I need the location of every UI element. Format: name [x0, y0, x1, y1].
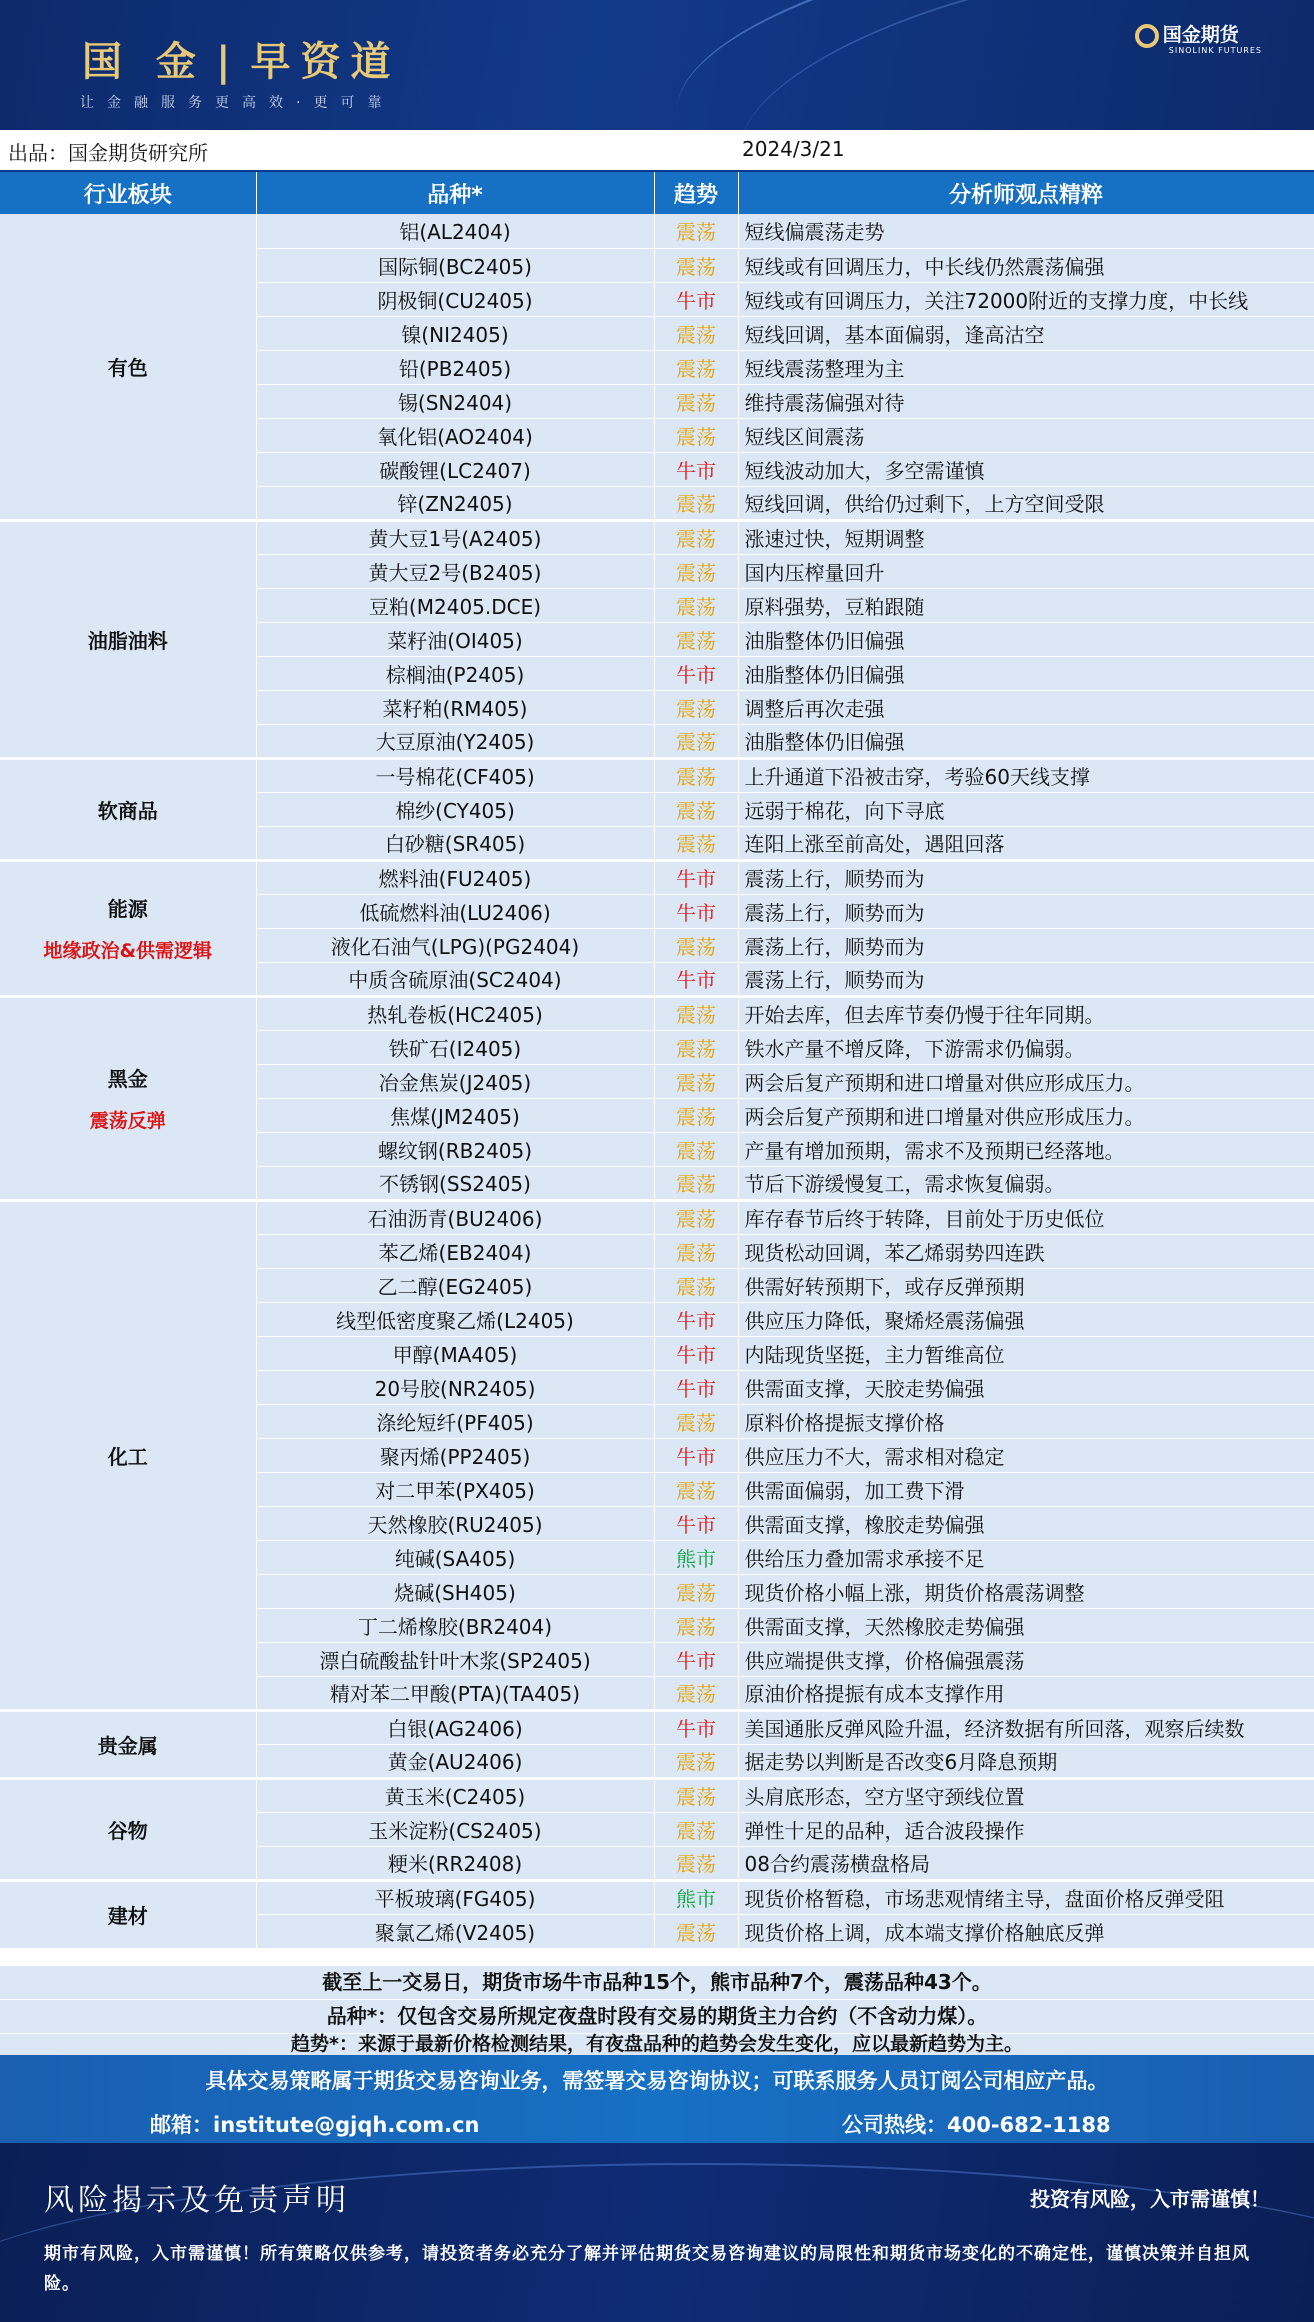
analyst-view-cell: 连阳上涨至前高处，遇阻回落 [738, 826, 1314, 860]
strategy-table [0, 172, 1314, 1949]
sector-note: 震荡反弹 [89, 1110, 166, 1132]
column-header: 趋势 [654, 172, 738, 214]
analyst-view-cell: 供需面偏弱，加工费下滑 [738, 1472, 1314, 1506]
sector-cell [0, 1880, 256, 1948]
trend-cell: 震荡 [654, 1200, 738, 1234]
disclaimer-body: 期市有风险，入市需谨慎！所有策略仅供参考，请投资者务必充分了解并评估期货交易咨询建议的局限性和期货市场变化的不确定性，谨慎决策并自担风险。 [44, 2244, 1250, 2294]
trend-cell: 震荡 [654, 826, 738, 860]
analyst-view-cell: 两会后复产预期和进口增量对供应形成压力。 [738, 1098, 1314, 1132]
analyst-view-cell: 库存春节后终于转降，目前处于历史低位 [738, 1200, 1314, 1234]
analyst-view-cell: 短线震荡整理为主 [738, 350, 1314, 384]
column-header: 分析师观点精粹 [738, 172, 1314, 214]
variety-cell: 国际铜(BC2405) [256, 248, 654, 282]
analyst-view-cell: 供给压力叠加需求承接不足 [738, 1540, 1314, 1574]
logo-english: SINOLINK FUTURES [1168, 45, 1262, 55]
trend-cell: 震荡 [654, 384, 738, 418]
analyst-view-cell: 震荡上行，顺势而为 [738, 860, 1314, 894]
sector-name: 软商品 [97, 798, 158, 823]
sector-name: 贵金属 [97, 1733, 158, 1758]
sector-name: 化工 [107, 1444, 148, 1469]
trend-cell: 牛市 [654, 860, 738, 894]
table-row [0, 860, 1314, 894]
variety-cell: 天然橡胶(RU2405) [256, 1506, 654, 1540]
analyst-view-cell: 08合约震荡横盘格局 [738, 1846, 1314, 1880]
analyst-view-cell: 内陆现货坚挺，主力暂维高位 [738, 1336, 1314, 1370]
variety-cell: 低硫燃料油(LU2406) [256, 894, 654, 928]
analyst-view-cell: 供需好转预期下，或存反弹预期 [738, 1268, 1314, 1302]
trend-cell: 牛市 [654, 1642, 738, 1676]
sector-cell [0, 214, 256, 520]
trend-cell: 震荡 [654, 588, 738, 622]
disclaimer-title: 风险揭示及免责声明 [44, 2183, 350, 2218]
analyst-view-cell: 供需面支撑，橡胶走势偏强 [738, 1506, 1314, 1540]
variety-cell: 20号胶(NR2405) [256, 1370, 654, 1404]
analyst-view-cell: 震荡上行，顺势而为 [738, 894, 1314, 928]
variety-cell: 焦煤(JM2405) [256, 1098, 654, 1132]
variety-cell: 铝(AL2404) [256, 214, 654, 248]
footnote-variety: 品种*：仅包含交易所规定夜盘时段有交易的期货主力合约（不含动力煤）。 [0, 2000, 1314, 2034]
trend-cell: 牛市 [654, 1302, 738, 1336]
analyst-view-cell: 弹性十足的品种，适合波段操作 [738, 1812, 1314, 1846]
variety-cell: 烧碱(SH405) [256, 1574, 654, 1608]
sector-cell [0, 520, 256, 758]
table-row [0, 996, 1314, 1030]
variety-cell: 玉米淀粉(CS2405) [256, 1812, 654, 1846]
trend-cell: 震荡 [654, 1846, 738, 1880]
trend-cell: 震荡 [654, 520, 738, 554]
analyst-view-cell: 调整后再次走强 [738, 690, 1314, 724]
trend-cell: 震荡 [654, 690, 738, 724]
trend-cell: 牛市 [654, 1438, 738, 1472]
sector-name: 黑金 [107, 1067, 148, 1091]
analyst-view-cell: 供应压力降低，聚烯烃震荡偏强 [738, 1302, 1314, 1336]
trend-cell: 震荡 [654, 928, 738, 962]
sector-name: 油脂油料 [87, 628, 168, 653]
trend-cell: 震荡 [654, 1744, 738, 1778]
table-row [0, 1710, 1314, 1744]
sector-name: 有色 [107, 355, 148, 380]
analyst-view-cell: 震荡上行，顺势而为 [738, 962, 1314, 996]
analyst-view-cell: 现货松动回调，苯乙烯弱势四连跌 [738, 1234, 1314, 1268]
variety-cell: 线型低密度聚乙烯(L2405) [256, 1302, 654, 1336]
trend-cell: 震荡 [654, 1778, 738, 1812]
strategy-note: 具体交易策略属于期货交易咨询业务，需签署交易咨询协议；可联系服务人员订阅公司相应产品。 [205, 2069, 1109, 2093]
variety-cell: 一号棉花(CF405) [256, 758, 654, 792]
analyst-view-cell: 原料价格提振支撑价格 [738, 1404, 1314, 1438]
email-link[interactable]: 邮箱：institute@gjqh.com.cn [150, 2113, 480, 2137]
table-row [0, 214, 1314, 248]
analyst-view-cell: 两会后复产预期和进口增量对供应形成压力。 [738, 1064, 1314, 1098]
analyst-view-cell: 头肩底形态，空方坚守颈线位置 [738, 1778, 1314, 1812]
analyst-view-cell: 铁水产量不增反降，下游需求仍偏弱。 [738, 1030, 1314, 1064]
analyst-view-cell: 据走势以判断是否改变6月降息预期 [738, 1744, 1314, 1778]
variety-cell: 石油沥青(BU2406) [256, 1200, 654, 1234]
variety-cell: 粳米(RR2408) [256, 1846, 654, 1880]
table-header-row [0, 172, 1314, 214]
analyst-view-cell: 供应压力不大，需求相对稳定 [738, 1438, 1314, 1472]
sector-cell [0, 1710, 256, 1778]
analyst-view-cell: 短线波动加大，多空需谨慎 [738, 452, 1314, 486]
analyst-view-cell: 震荡上行，顺势而为 [738, 928, 1314, 962]
trend-cell: 震荡 [654, 316, 738, 350]
analyst-view-cell: 短线区间震荡 [738, 418, 1314, 452]
hotline: 公司热线：400-682-1188 [842, 2113, 1111, 2137]
trend-cell: 震荡 [654, 1064, 738, 1098]
footnote-count: 截至上一交易日，期货市场牛市品种15个，熊市品种7个，震荡品种43个。 [0, 1966, 1314, 2000]
trend-cell: 震荡 [654, 792, 738, 826]
trend-cell: 震荡 [654, 1132, 738, 1166]
variety-cell: 阴极铜(CU2405) [256, 282, 654, 316]
trend-cell: 牛市 [654, 282, 738, 316]
analyst-view-cell: 原油价格提振有成本支撑作用 [738, 1676, 1314, 1710]
variety-cell: 菜籽粕(RM405) [256, 690, 654, 724]
brand-separator: | [215, 38, 241, 85]
variety-cell: 聚氯乙烯(V2405) [256, 1914, 654, 1948]
analyst-view-cell: 油脂整体仍旧偏强 [738, 656, 1314, 690]
variety-cell: 铁矿石(I2405) [256, 1030, 654, 1064]
variety-cell: 氧化铝(AO2404) [256, 418, 654, 452]
trend-cell: 震荡 [654, 554, 738, 588]
analyst-view-cell: 开始去库，但去库节奏仍慢于往年同期。 [738, 996, 1314, 1030]
analyst-view-cell: 短线回调，基本面偏弱，逢高沽空 [738, 316, 1314, 350]
analyst-view-cell: 涨速过快，短期调整 [738, 520, 1314, 554]
meta-row [0, 130, 1314, 172]
disclaimer-warning: 投资有风险，入市需谨慎！ [1030, 2187, 1270, 2211]
variety-cell: 螺纹钢(RB2405) [256, 1132, 654, 1166]
report-date: 2024/3/21 [742, 137, 845, 161]
company-logo [1135, 20, 1262, 55]
table-row [0, 1200, 1314, 1234]
trend-cell: 牛市 [654, 962, 738, 996]
contact-bar [0, 2055, 1314, 2143]
variety-cell: 锡(SN2404) [256, 384, 654, 418]
trend-cell: 震荡 [654, 418, 738, 452]
variety-cell: 碳酸锂(LC2407) [256, 452, 654, 486]
trend-cell: 牛市 [654, 1336, 738, 1370]
analyst-view-cell: 现货价格暂稳，市场悲观情绪主导，盘面价格反弹受阻 [738, 1880, 1314, 1914]
trend-cell: 震荡 [654, 1166, 738, 1200]
trend-cell: 震荡 [654, 214, 738, 248]
variety-cell: 白砂糖(SR405) [256, 826, 654, 860]
variety-cell: 涤纶短纤(PF405) [256, 1404, 654, 1438]
analyst-view-cell: 节后下游缓慢复工，需求恢复偏弱。 [738, 1166, 1314, 1200]
variety-cell: 热轧卷板(HC2405) [256, 996, 654, 1030]
variety-cell: 黄玉米(C2405) [256, 1778, 654, 1812]
analyst-view-cell: 油脂整体仍旧偏强 [738, 724, 1314, 758]
trend-cell: 震荡 [654, 724, 738, 758]
analyst-view-cell: 现货价格小幅上涨，期货价格震荡调整 [738, 1574, 1314, 1608]
trend-cell: 震荡 [654, 1234, 738, 1268]
analyst-view-cell: 供需面支撑，天然橡胶走势偏强 [738, 1608, 1314, 1642]
analyst-view-cell: 短线回调，供给仍过剩下，上方空间受限 [738, 486, 1314, 520]
variety-cell: 对二甲苯(PX405) [256, 1472, 654, 1506]
disclaimer-section [0, 2143, 1314, 2322]
variety-cell: 平板玻璃(FG405) [256, 1880, 654, 1914]
brand-title [82, 30, 401, 87]
column-header: 行业板块 [0, 172, 256, 214]
variety-cell: 白银(AG2406) [256, 1710, 654, 1744]
variety-cell: 液化石油气(LPG)(PG2404) [256, 928, 654, 962]
variety-cell: 黄金(AU2406) [256, 1744, 654, 1778]
variety-cell: 乙二醇(EG2405) [256, 1268, 654, 1302]
variety-cell: 锌(ZN2405) [256, 486, 654, 520]
analyst-view-cell: 短线或有回调压力，关注72000附近的支撑力度，中长线 [738, 282, 1314, 316]
column-header: 品种* [256, 172, 654, 214]
trend-cell: 震荡 [654, 1404, 738, 1438]
trend-cell: 震荡 [654, 1098, 738, 1132]
trend-cell: 震荡 [654, 248, 738, 282]
sector-cell [0, 1778, 256, 1880]
trend-cell: 震荡 [654, 350, 738, 384]
sector-cell [0, 860, 256, 996]
variety-cell: 棕榈油(P2405) [256, 656, 654, 690]
trend-cell: 震荡 [654, 1268, 738, 1302]
trend-cell: 震荡 [654, 1030, 738, 1064]
trend-cell: 震荡 [654, 1574, 738, 1608]
sector-cell [0, 758, 256, 860]
variety-cell: 苯乙烯(EB2404) [256, 1234, 654, 1268]
sector-cell [0, 1200, 256, 1710]
sector-name: 谷物 [107, 1818, 148, 1843]
variety-cell: 不锈钢(SS2405) [256, 1166, 654, 1200]
variety-cell: 大豆原油(Y2405) [256, 724, 654, 758]
trend-cell: 牛市 [654, 1506, 738, 1540]
trend-cell: 震荡 [654, 1914, 738, 1948]
trend-cell: 震荡 [654, 996, 738, 1030]
analyst-view-cell: 上升通道下沿被击穿，考验60天线支撑 [738, 758, 1314, 792]
variety-cell: 纯碱(SA405) [256, 1540, 654, 1574]
footnote-trend: 趋势*：来源于最新价格检测结果，有夜盘品种的趋势会发生变化，应以最新趋势为主。 [0, 2034, 1314, 2056]
variety-cell: 燃料油(FU2405) [256, 860, 654, 894]
analyst-view-cell: 产量有增加预期，需求不及预期已经落地。 [738, 1132, 1314, 1166]
table-row [0, 1778, 1314, 1812]
variety-cell: 黄大豆1号(A2405) [256, 520, 654, 554]
trend-cell: 震荡 [654, 1472, 738, 1506]
trend-cell: 牛市 [654, 656, 738, 690]
trend-cell: 牛市 [654, 1710, 738, 1744]
trend-cell: 震荡 [654, 1676, 738, 1710]
table-row [0, 520, 1314, 554]
variety-cell: 精对苯二甲酸(PTA)(TA405) [256, 1676, 654, 1710]
sector-cell [0, 996, 256, 1200]
variety-cell: 冶金焦炭(J2405) [256, 1064, 654, 1098]
trend-cell: 牛市 [654, 452, 738, 486]
page-header [0, 0, 1314, 130]
analyst-view-cell: 油脂整体仍旧偏强 [738, 622, 1314, 656]
sector-note: 地缘政治&供需逻辑 [43, 940, 213, 962]
trend-cell: 牛市 [654, 1370, 738, 1404]
variety-cell: 菜籽油(OI405) [256, 622, 654, 656]
variety-cell: 丁二烯橡胶(BR2404) [256, 1608, 654, 1642]
logo-name: 国金期货 [1162, 24, 1239, 46]
brand-column: 早资道 [250, 38, 401, 85]
analyst-view-cell: 维持震荡偏强对待 [738, 384, 1314, 418]
variety-cell: 甲醇(MA405) [256, 1336, 654, 1370]
producer-label: 出品：国金期货研究所 [8, 141, 208, 165]
trend-cell: 熊市 [654, 1540, 738, 1574]
trend-cell: 震荡 [654, 1608, 738, 1642]
variety-cell: 中质含硫原油(SC2404) [256, 962, 654, 996]
table-row [0, 758, 1314, 792]
analyst-view-cell: 美国通胀反弹风险升温，经济数据有所回落，观察后续数 [738, 1710, 1314, 1744]
variety-cell: 漂白硫酸盐针叶木浆(SP2405) [256, 1642, 654, 1676]
analyst-view-cell: 短线或有回调压力，中长线仍然震荡偏强 [738, 248, 1314, 282]
variety-cell: 豆粕(M2405.DCE) [256, 588, 654, 622]
table-row [0, 1880, 1314, 1914]
variety-cell: 铅(PB2405) [256, 350, 654, 384]
brand-name: 国 金 [82, 38, 206, 85]
analyst-view-cell: 国内压榨量回升 [738, 554, 1314, 588]
sector-name: 建材 [107, 1904, 148, 1928]
trend-cell: 牛市 [654, 894, 738, 928]
analyst-view-cell: 短线偏震荡走势 [738, 214, 1314, 248]
trend-cell: 震荡 [654, 758, 738, 792]
logo-mark-icon [1135, 24, 1159, 48]
variety-cell: 黄大豆2号(B2405) [256, 554, 654, 588]
analyst-view-cell: 现货价格上调，成本端支撑价格触底反弹 [738, 1914, 1314, 1948]
trend-cell: 震荡 [654, 1812, 738, 1846]
trend-cell: 震荡 [654, 622, 738, 656]
analyst-view-cell: 远弱于棉花，向下寻底 [738, 792, 1314, 826]
analyst-view-cell: 原料强势，豆粕跟随 [738, 588, 1314, 622]
variety-cell: 镍(NI2405) [256, 316, 654, 350]
variety-cell: 聚丙烯(PP2405) [256, 1438, 654, 1472]
analyst-view-cell: 供需面支撑，天胶走势偏强 [738, 1370, 1314, 1404]
sector-name: 能源 [107, 897, 148, 921]
brand-tagline: 让金融服务更高效·更可靠 [80, 95, 395, 111]
trend-cell: 熊市 [654, 1880, 738, 1914]
variety-cell: 棉纱(CY405) [256, 792, 654, 826]
analyst-view-cell: 供应端提供支撑，价格偏强震荡 [738, 1642, 1314, 1676]
trend-cell: 震荡 [654, 486, 738, 520]
